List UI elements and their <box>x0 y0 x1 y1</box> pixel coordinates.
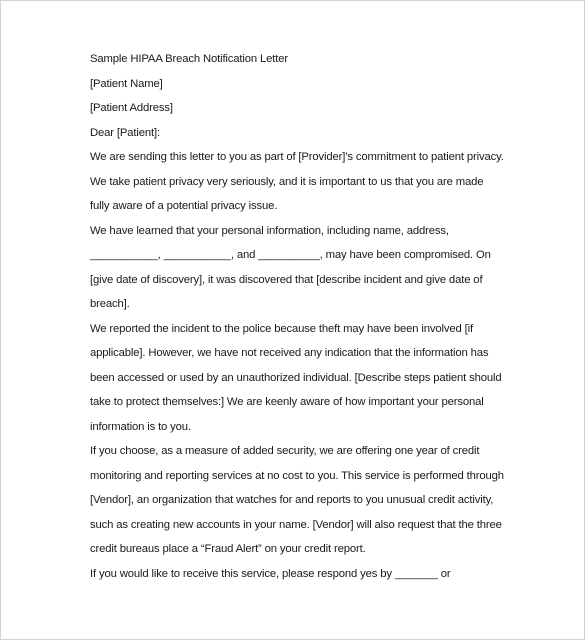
body-line: We reported the incident to the police because theft may have been involved [if <box>90 322 473 335</box>
body-line: fully aware of a potential privacy issue. <box>90 200 278 212</box>
letter-body <box>90 47 510 586</box>
body-line: credit bureaus place a “Fraud Alert” on your credit report. <box>90 543 366 555</box>
body-line: We take patient privacy very seriously, and it is important to us that you are made <box>90 175 484 188</box>
body-line: such as creating new accounts in your name. [Vendor] will also request that the three <box>90 518 502 531</box>
body-line: We are sending this letter to you as part of [Provider]’s commitment to patient privacy. <box>90 151 504 163</box>
body-line: [Vendor], an organization that watches for and reports to you unusual credit activity, <box>90 494 494 506</box>
body-line: breach]. <box>90 298 130 310</box>
body-line: been accessed or used by an unauthorized individual. [Describe steps patient should <box>90 371 502 384</box>
letter-title: Sample HIPAA Breach Notification Letter <box>90 53 289 65</box>
body-line: monitoring and reporting services at no cost to you. This service is performed through <box>90 469 504 482</box>
body-line: We have learned that your personal information, including name, address, <box>90 224 449 237</box>
body-line: applicable]. However, we have not received any indication that the information has <box>90 347 489 359</box>
body-line: ___________, ___________, and __________, may have been compromised. On <box>90 249 491 261</box>
body-line: If you would like to receive this service, please respond yes by _______ or <box>90 567 451 580</box>
patient-name-line: [Patient Name] <box>90 77 163 90</box>
salutation-line: Dear [Patient]: <box>90 126 160 139</box>
body-line: information is to you. <box>90 420 191 433</box>
patient-address-line: [Patient Address] <box>90 102 173 114</box>
body-line: take to protect themselves:] We are keenly aware of how important your personal <box>90 396 484 408</box>
body-line: If you choose, as a measure of added security, we are offering one year of credit <box>90 445 480 457</box>
body-line: [give date of discovery], it was discovered that [describe incident and give date of <box>90 273 483 286</box>
